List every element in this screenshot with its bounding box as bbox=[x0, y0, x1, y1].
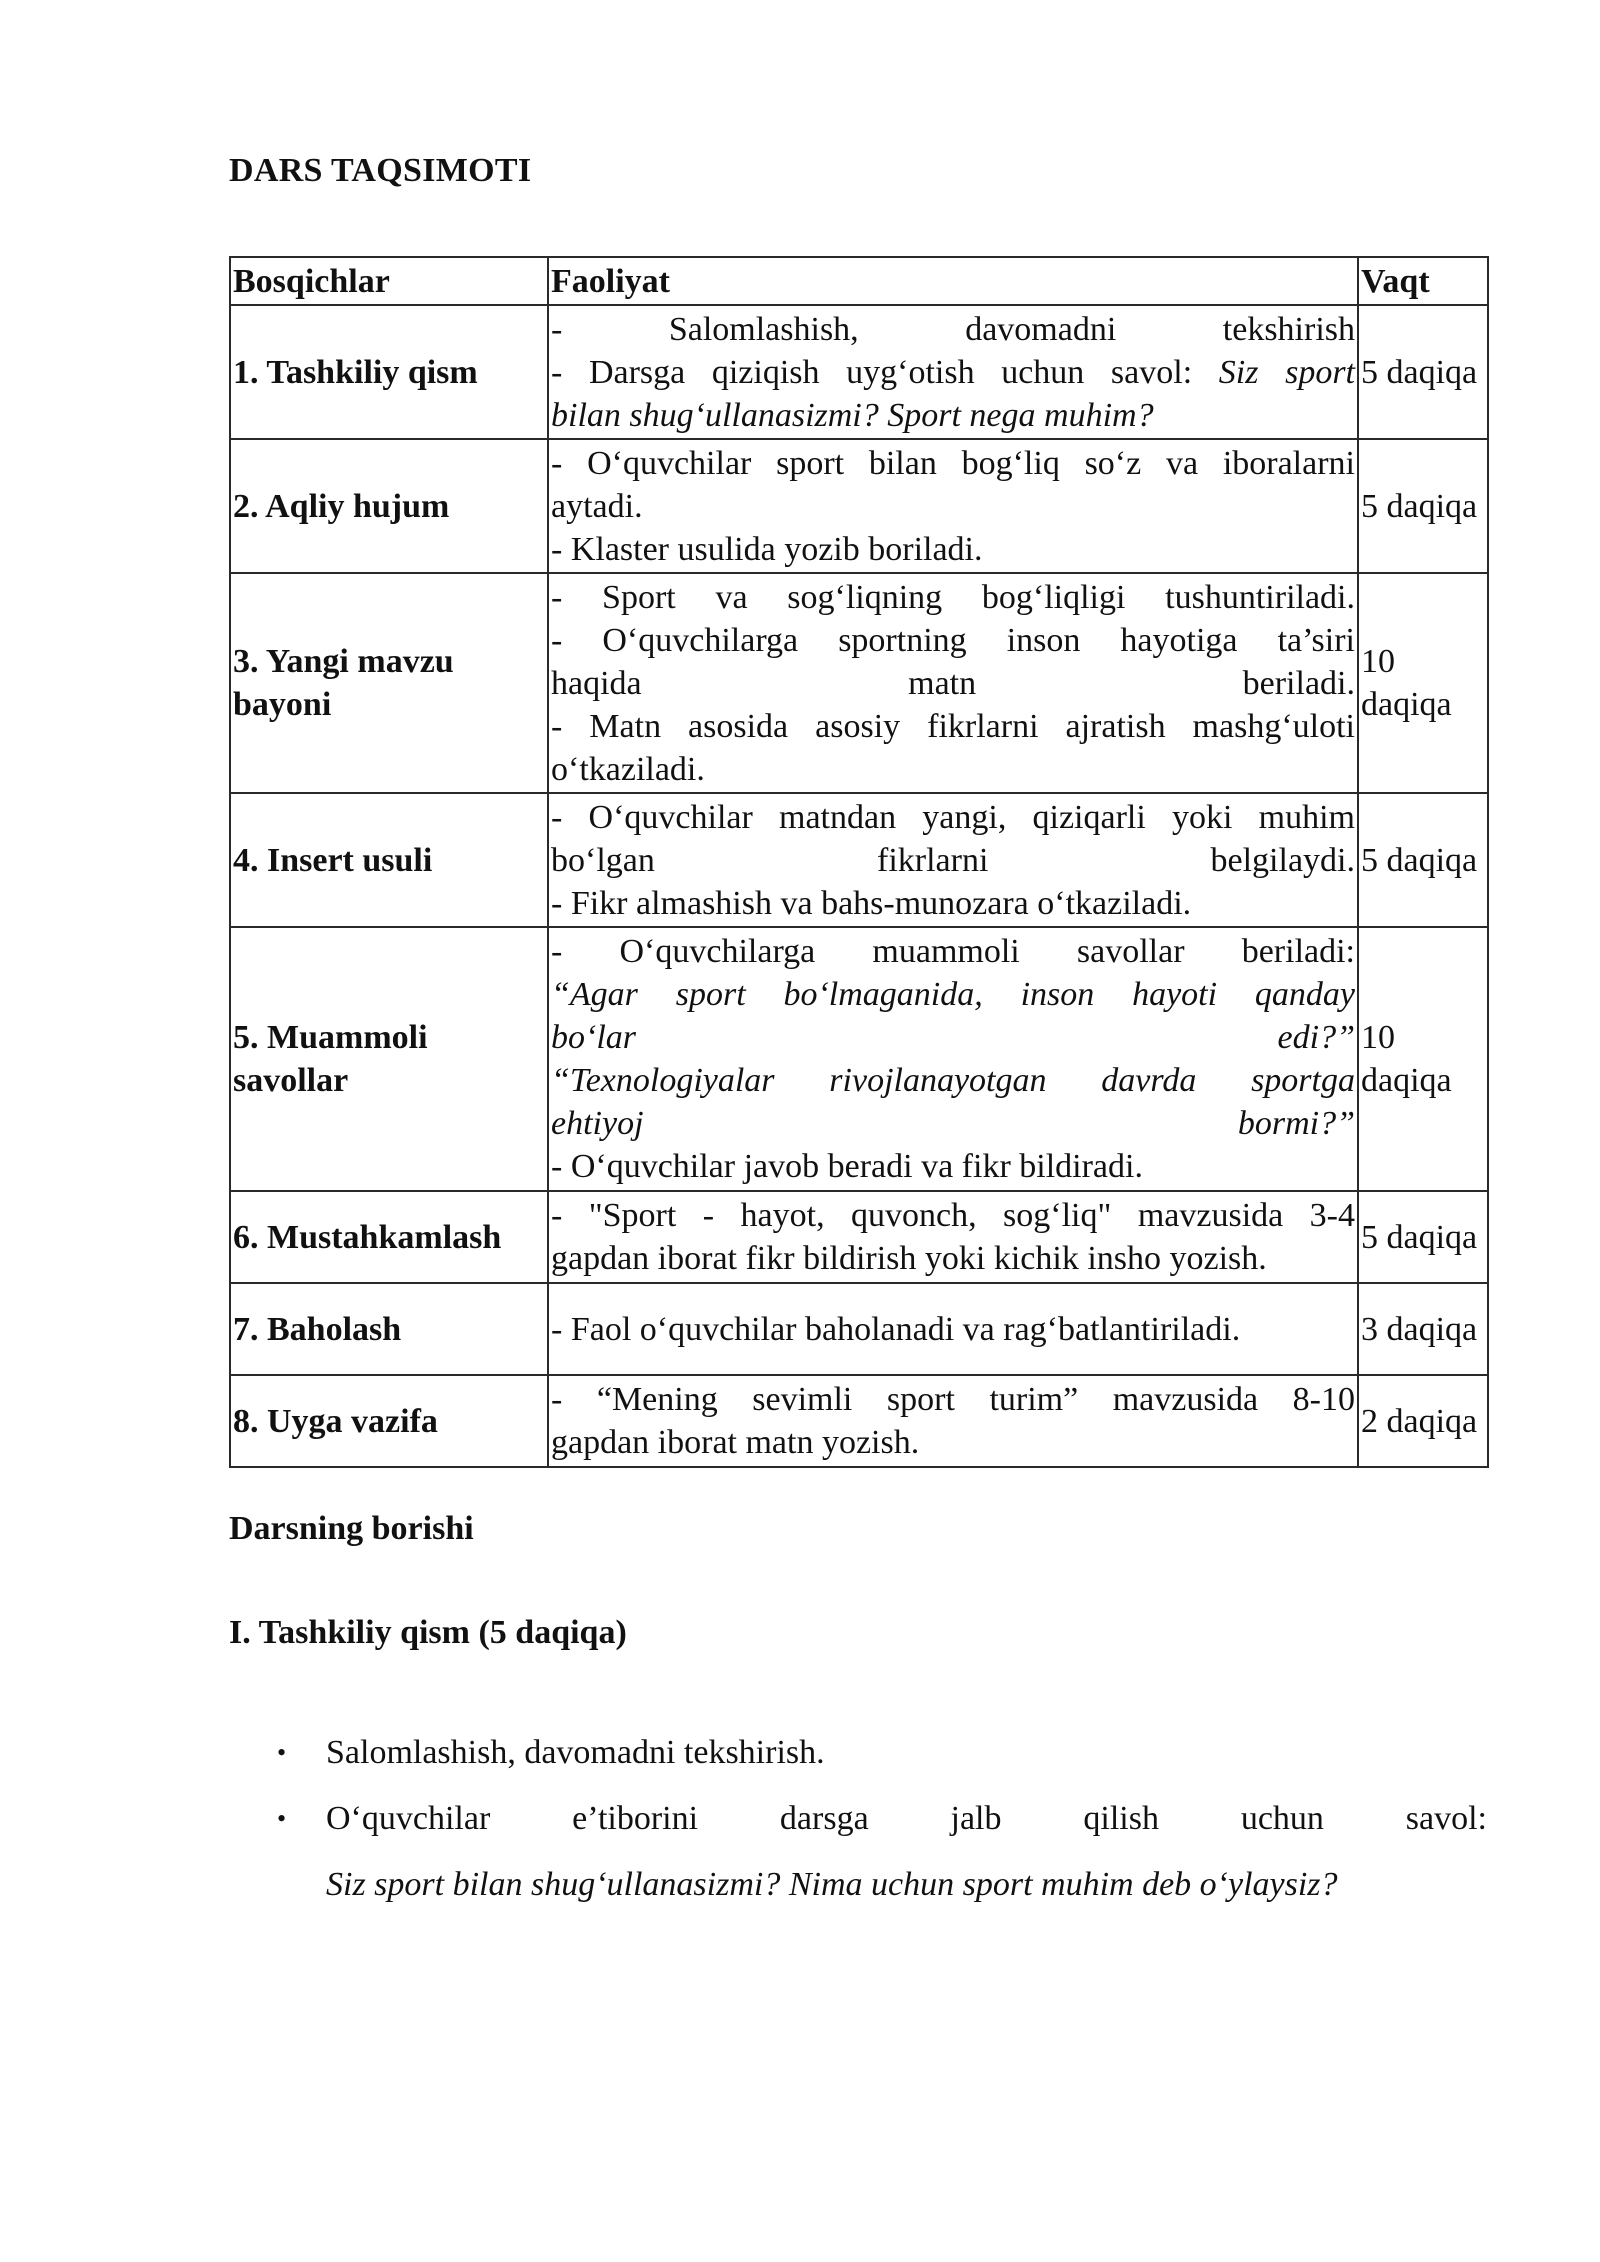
activity-line: - Klaster usulida yozib boriladi. bbox=[551, 530, 983, 568]
activity-cell bbox=[548, 305, 1358, 439]
activity-line: bo‘lgan fikrlarni belgilaydi. bbox=[551, 841, 1355, 879]
lesson-plan-table bbox=[229, 256, 1489, 1468]
bullet-icon: • bbox=[277, 1738, 287, 1767]
header-time: Vaqt bbox=[1358, 257, 1488, 305]
time-cell: 5 daqiqa bbox=[1358, 1191, 1488, 1283]
activity-cell bbox=[548, 927, 1358, 1191]
stage-cell: 8. Uyga vazifa bbox=[230, 1375, 548, 1467]
stage-cell: 5. Muammoli savollar bbox=[230, 927, 548, 1191]
stage-cell: 7. Baholash bbox=[230, 1283, 548, 1375]
time-cell: 5 daqiqa bbox=[1358, 305, 1488, 439]
list-item-text: O‘quvchilar e’tiborini darsga jalb qilish uchun savol: bbox=[326, 1800, 1487, 1837]
table-row bbox=[230, 1283, 1488, 1375]
time-cell: 3 daqiqa bbox=[1358, 1283, 1488, 1375]
section-heading-lesson-flow: Darsning borishi bbox=[229, 1510, 474, 1547]
table-row bbox=[230, 305, 1488, 439]
time-cell: 5 daqiqa bbox=[1358, 793, 1488, 927]
activity-cell bbox=[548, 1283, 1358, 1375]
table-row bbox=[230, 793, 1488, 927]
activity-line: - Darsga qiziqish uyg‘otish uchun savol: Siz sport bbox=[551, 353, 1355, 391]
activity-line: “Agar sport bo‘lmaganida, inson hayoti qanday bbox=[551, 976, 1355, 1013]
table-row bbox=[230, 573, 1488, 793]
table-header-row bbox=[230, 257, 1488, 305]
stage-cell: 2. Aqliy hujum bbox=[230, 439, 548, 573]
bullet-icon: • bbox=[277, 1804, 287, 1833]
activity-line: - Sport va sog‘liqning bog‘liqligi tushuntiriladi. bbox=[551, 578, 1355, 616]
activity-line: - Salomlashish, davomadni tekshirish bbox=[551, 310, 1355, 348]
activity-line: - “Mening sevimli sport turim” mavzusida 8-10 bbox=[551, 1381, 1355, 1418]
activity-line: - "Sport - hayot, quvonch, sog‘liq" mavzusida 3-4 bbox=[551, 1197, 1355, 1234]
table-row bbox=[230, 1375, 1488, 1467]
list-item bbox=[229, 1786, 1487, 1918]
list-item-question: Siz sport bilan shug‘ullanasizmi? Nima uchun sport muhim deb o‘ylaysiz? bbox=[326, 1866, 1338, 1903]
time-cell: 10 daqiqa bbox=[1358, 573, 1488, 793]
activity-cell bbox=[548, 1375, 1358, 1467]
activity-line: o‘tkaziladi. bbox=[551, 750, 705, 788]
activity-line: aytadi. bbox=[551, 487, 643, 525]
time-cell: 5 daqiqa bbox=[1358, 439, 1488, 573]
list-item-text: Salomlashish, davomadni tekshirish. bbox=[326, 1734, 825, 1771]
activity-line: - Faol o‘quvchilar baholanadi va rag‘batlantiriladi. bbox=[551, 1310, 1241, 1348]
activity-line: bilan shug‘ullanasizmi? Sport nega muhim? bbox=[551, 396, 1154, 434]
activity-line: gapdan iborat matn yozish. bbox=[551, 1424, 920, 1461]
activity-line: - Matn asosida asosiy fikrlarni ajratish mashg‘uloti bbox=[551, 707, 1355, 745]
activity-cell bbox=[548, 573, 1358, 793]
activity-line: - O‘quvchilarga sportning inson hayotiga ta’siri bbox=[551, 621, 1355, 659]
table-row bbox=[230, 927, 1488, 1191]
stage-cell: 6. Mustahkamlash bbox=[230, 1191, 548, 1283]
activity-line: - O‘quvchilar javob beradi va fikr bildiradi. bbox=[551, 1148, 1143, 1185]
activity-line: “Texnologiyalar rivojlanayotgan davrda sportga bbox=[551, 1062, 1355, 1099]
stage-cell: 4. Insert usuli bbox=[230, 793, 548, 927]
time-cell: 2 daqiqa bbox=[1358, 1375, 1488, 1467]
activity-line: haqida matn beriladi. bbox=[551, 664, 1355, 702]
activity-line: bo‘lar edi?” bbox=[551, 1019, 1355, 1056]
activity-question: Siz sport bbox=[1218, 353, 1355, 391]
time-cell: 10 daqiqa bbox=[1358, 927, 1488, 1191]
document-title: DARS TAQSIMOTI bbox=[229, 152, 532, 189]
activity-line: ehtiyoj bormi?” bbox=[551, 1105, 1355, 1142]
activity-line: - O‘quvchilar sport bilan bog‘liq so‘z va iboralarni bbox=[551, 444, 1355, 482]
activity-cell bbox=[548, 793, 1358, 927]
table-row bbox=[230, 1191, 1488, 1283]
header-activity: Faoliyat bbox=[548, 257, 1358, 305]
header-stages: Bosqichlar bbox=[230, 257, 548, 305]
activity-line: - O‘quvchilar matndan yangi, qiziqarli yoki muhim bbox=[551, 798, 1355, 836]
stage-cell: 1. Tashkiliy qism bbox=[230, 305, 548, 439]
section-heading-organizational: I. Tashkiliy qism (5 daqiqa) bbox=[229, 1614, 627, 1651]
activity-cell bbox=[548, 1191, 1358, 1283]
activity-line: - O‘quvchilarga muammoli savollar beriladi: bbox=[551, 933, 1355, 970]
list-item bbox=[229, 1720, 1487, 1786]
table-row bbox=[230, 439, 1488, 573]
activity-cell bbox=[548, 439, 1358, 573]
bullet-list bbox=[229, 1720, 1487, 1918]
activity-line: - Fikr almashish va bahs-munozara o‘tkaziladi. bbox=[551, 884, 1192, 922]
activity-line: gapdan iborat fikr bildirish yoki kichik insho yozish. bbox=[551, 1240, 1267, 1277]
stage-cell: 3. Yangi mavzu bayoni bbox=[230, 573, 548, 793]
